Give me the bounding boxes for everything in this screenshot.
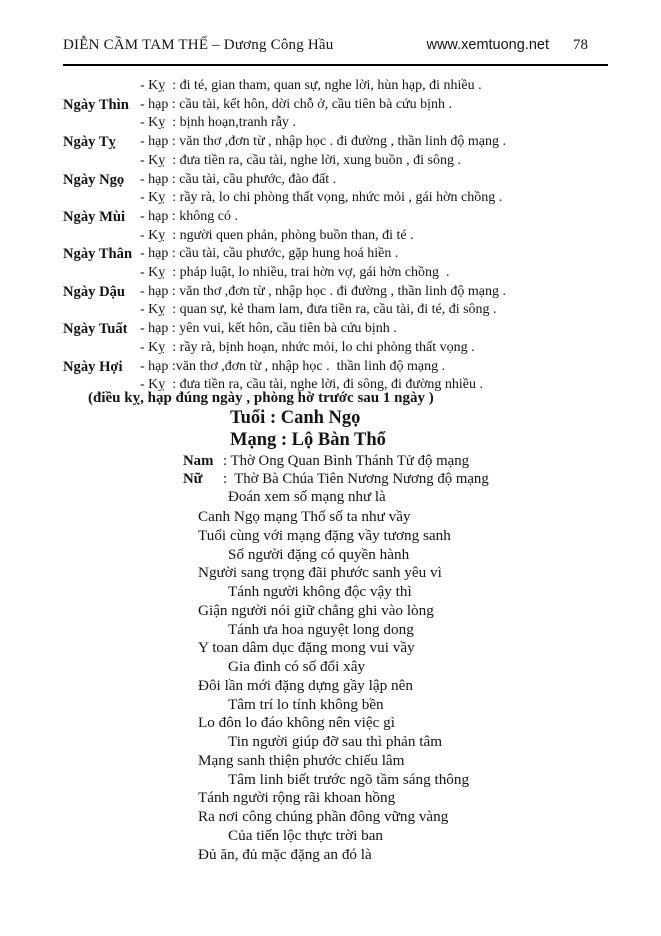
day-row: [63, 283, 638, 302]
day-row: [63, 264, 638, 283]
day-name-label: Ngày Thân: [63, 246, 133, 263]
day-entry-text: - Kỵ : rầy rà, lo chi phòng thất vọng, nhức mỏi , gái hờn chồng .: [140, 190, 503, 206]
day-name-label: [63, 339, 140, 358]
day-entry-text: - hạp : văn thơ ,đơn từ , nhập học . đi đường , thần linh độ mạng .: [140, 134, 506, 150]
day-row: [63, 245, 638, 264]
day-name-label: [63, 77, 140, 96]
document-title: DIỄN CẦM TAM THẾ – Dương Công Hầu: [63, 37, 334, 53]
day-entry-text: - Kỵ : người quen phản, phòng buồn than, đi té .: [140, 227, 414, 243]
day-entry-text: - Kỵ : đi té, gian tham, quan sự, nghe lời, hùn hạp, đi nhiều .: [140, 78, 482, 93]
day-row: [63, 358, 638, 377]
day-entry-text: - Kỵ : bịnh hoạn,tranh rẫy .: [140, 115, 296, 131]
day-entry-text: - hạp : cầu tài, kết hôn, dời chỗ ở, cầu tiên bà cứu bịnh .: [140, 96, 453, 112]
day-entry-text: - Kỵ : đưa tiền ra, cầu tài, nghe lời, đi sông, đi đường nhiều .: [140, 377, 483, 393]
website-url: www.xemtuong.net: [426, 37, 549, 53]
poem-intro-line: Đoán xem số mạng như là: [228, 489, 386, 505]
day-row: [63, 208, 638, 227]
male-deity-line: [183, 453, 469, 470]
day-row: [63, 301, 638, 320]
poem-line: Gia đình có số đổi xây: [228, 658, 366, 675]
day-name-label: Ngày Hợi: [63, 358, 123, 375]
day-name-label: Ngày Tuất: [63, 321, 128, 338]
header-divider: [63, 64, 608, 66]
day-entry-text: - hạp : văn thơ ,đơn từ , nhập học . đi đường , thần linh độ mạng .: [140, 283, 506, 299]
poem-line: Người sang trọng đãi phước sanh yêu vì: [198, 564, 442, 582]
day-name-label: Ngày Thìn: [63, 96, 129, 113]
poem-line: Mạng sanh thiện phước chiếu lâm: [198, 751, 405, 769]
poem-line: Số người đặng có quyền hành: [228, 545, 410, 563]
poem-line: Đủ ăn, đủ mặc đặng an đó là: [198, 845, 372, 863]
day-entry-text: - hạp : cầu tài, cầu phước, đào đất .: [140, 171, 337, 187]
day-row: [63, 339, 638, 358]
day-name-label: [63, 189, 140, 208]
poem-line: Y toan dâm dục đặng mong vui vầy: [198, 639, 415, 657]
poem-line: Tâm linh biết trước ngõ tầm sáng thông: [228, 770, 470, 788]
page-header: [63, 37, 608, 54]
day-name-label: Ngày Ngọ: [63, 171, 125, 188]
day-entry-text: - hạp : không có .: [140, 208, 238, 224]
day-name-label: [63, 264, 140, 283]
poem-line: Tuổi cùng với mạng đặng vầy tương sanh: [198, 526, 451, 544]
day-entry-text: - hạp :văn thơ ,đơn từ , nhập học . thần linh độ mạng .: [140, 358, 446, 374]
day-name-label: Ngày Dậu: [63, 283, 126, 300]
day-row: [63, 96, 638, 115]
day-row: [63, 227, 638, 246]
day-entry-text: - Kỵ : rầy rà, bịnh hoạn, nhức mỏi, lo chi phòng thất vọng .: [140, 339, 475, 355]
poem-line: Tánh ưa hoa nguyệt long dong: [228, 620, 414, 638]
day-list-note: (điều kỵ, hạp đúng ngày , phòng hờ trước sau 1 ngày ): [88, 390, 434, 406]
day-name-label: [63, 301, 140, 320]
female-deity-text: : Thờ Bà Chúa Tiên Nương Nương độ mạng: [223, 471, 489, 487]
day-row: [63, 189, 638, 208]
poem: [198, 508, 469, 864]
day-row: [63, 171, 638, 190]
day-entry-text: - Kỵ : pháp luật, lo nhiều, trai hờn vợ, gái hờn chồng .: [140, 265, 450, 281]
poem-line: Giận người nói giữ chẳng ghi vào lòng: [198, 601, 434, 619]
day-name-label: [63, 114, 140, 133]
poem-line: Tánh người không độc vậy thì: [228, 583, 412, 600]
fate-heading: Mạng : Lộ Bàn Thổ: [230, 430, 386, 450]
page-number: 78: [573, 37, 588, 53]
day-entry-text: - Kỵ : quan sự, kẻ tham lam, đưa tiền ra, cầu tài, đi té, đi sông .: [140, 302, 497, 318]
poem-line: Đôi lần mới đặng dựng gầy lập nên: [198, 676, 413, 694]
day-entry-text: - Kỵ : đưa tiền ra, cầu tài, nghe lời, xung buồn , đi sông .: [140, 152, 461, 168]
day-entry-text: - hạp : yên vui, kết hôn, cầu tiên bà cứu bịnh .: [140, 321, 397, 337]
day-name-label: [63, 227, 140, 246]
day-name-label: [63, 152, 140, 171]
male-label: Nam: [183, 453, 214, 469]
poem-line: Lo đôn lo đáo không nên việc gì: [198, 714, 395, 732]
poem-line: Tin người giúp đỡ sau thì phản tâm: [228, 733, 443, 750]
day-name-label: Ngày Mùi: [63, 208, 126, 225]
age-heading: Tuổi : Canh Ngọ: [230, 408, 361, 428]
poem-line: Tâm trí lo tính không bền: [228, 695, 384, 713]
male-deity-text: : Thờ Ong Quan Bình Thánh Tử độ mạng: [223, 453, 470, 469]
day-row: [63, 152, 638, 171]
day-row: [63, 114, 638, 133]
poem-line: Ra nơi công chúng phần đông vững vàng: [198, 808, 449, 825]
female-deity-line: [183, 471, 489, 488]
poem-line: Tánh người rộng rãi khoan hồng: [198, 789, 396, 807]
female-label: Nữ: [183, 471, 203, 487]
poem-line: Của tiến lộc thực trời ban: [228, 826, 384, 844]
day-entry-text: - hạp : cầu tài, cầu phước, gặp hung hoá hiền .: [140, 246, 399, 262]
day-row: [63, 77, 638, 96]
day-compatibility-list: [63, 77, 638, 395]
day-row: [63, 133, 638, 152]
day-row: [63, 320, 638, 339]
poem-line: Canh Ngọ mạng Thổ số ta như vầy: [198, 508, 411, 525]
day-name-label: Ngày Tỵ: [63, 134, 116, 151]
